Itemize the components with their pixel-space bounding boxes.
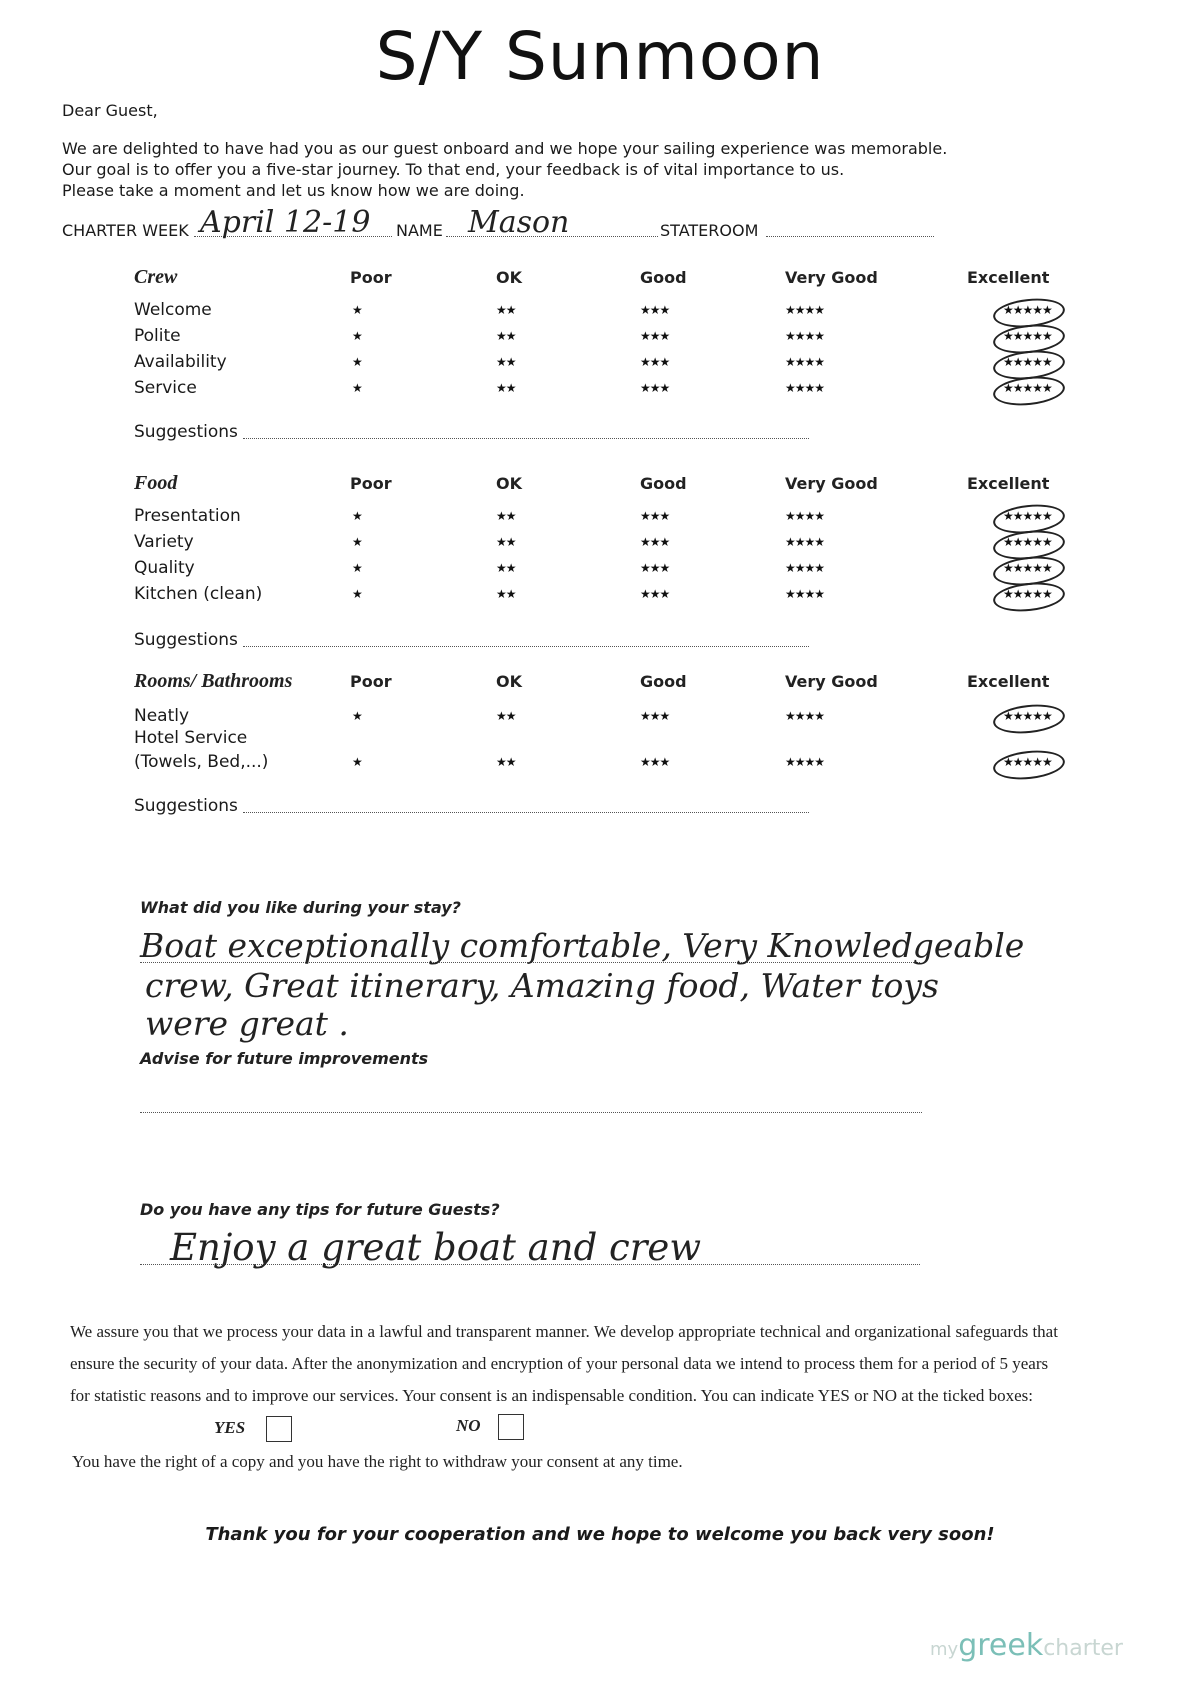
- selected-rating-circle: [992, 701, 1067, 736]
- rating-stars[interactable]: ★★: [496, 709, 516, 723]
- consent-line-2: ensure the security of your data. After the anonymization and encryption of your personal data we intend to process them for a period of 5 years: [70, 1354, 1049, 1373]
- rating-stars[interactable]: ★★: [496, 303, 516, 317]
- rating-row-label: Welcome: [134, 300, 212, 320]
- form-title: S/Y Sunmoon: [375, 18, 825, 95]
- liked-question: What did you like during your stay?: [140, 898, 461, 917]
- rating-stars[interactable]: ★★★★: [785, 329, 825, 343]
- rating-stars[interactable]: ★★★: [640, 755, 670, 769]
- consent-line-3: for statistic reasons and to improve our services. Your consent is an indispensable condition. You can indicate YES or NO at the ticked boxes:: [70, 1386, 1033, 1405]
- section-title: Crew: [134, 266, 178, 288]
- rating-row-label: Service: [134, 378, 197, 398]
- rating-stars[interactable]: ★★★★★: [1003, 509, 1052, 523]
- intro-line-2: Our goal is to offer you a five-star journey. To that end, your feedback is of vital importance to us.: [62, 160, 845, 179]
- rating-stars[interactable]: ★★★★★: [1003, 355, 1052, 369]
- rating-column-header: OK: [496, 474, 522, 493]
- section-title: Rooms/ Bathrooms: [134, 670, 293, 692]
- tips-question: Do you have any tips for future Guests?: [140, 1200, 500, 1219]
- intro-line-1: We are delighted to have had you as our guest onboard and we hope your sailing experience was memorable.: [62, 139, 948, 158]
- rating-row-label: Variety: [134, 532, 194, 552]
- consent-line-1: We assure you that we process your data in a lawful and transparent manner. We develop appropriate technical and organizational safeguards that: [70, 1322, 1058, 1341]
- rating-stars[interactable]: ★★★★★: [1003, 755, 1052, 769]
- rating-stars[interactable]: ★: [352, 755, 362, 769]
- rating-stars[interactable]: ★★: [496, 329, 516, 343]
- watermark-suffix: charter: [1043, 1636, 1123, 1661]
- watermark-prefix: my: [930, 1639, 959, 1660]
- rating-stars[interactable]: ★★★★: [785, 381, 825, 395]
- rating-column-header: Excellent: [967, 474, 1050, 493]
- section-title: Food: [134, 472, 178, 494]
- rating-stars[interactable]: ★★★: [640, 329, 670, 343]
- liked-answer-line-1[interactable]: Boat exceptionally comfortable, Very Knowledgeable: [140, 926, 1025, 965]
- selected-rating-circle: [992, 747, 1067, 782]
- rating-stars[interactable]: ★★: [496, 381, 516, 395]
- liked-answer-line-3[interactable]: were great .: [145, 1004, 349, 1043]
- rating-column-header: Good: [640, 672, 687, 691]
- rating-stars[interactable]: ★★: [496, 587, 516, 601]
- rating-stars[interactable]: ★★★★: [785, 709, 825, 723]
- suggestions-line[interactable]: [243, 646, 809, 647]
- rating-stars[interactable]: ★★★★★: [1003, 329, 1052, 343]
- rating-column-header: Poor: [350, 672, 392, 691]
- rating-row-label: Hotel Service: [134, 728, 248, 748]
- rating-row-label: Kitchen (clean): [134, 584, 263, 604]
- selected-rating-circle: [992, 373, 1067, 408]
- rating-stars[interactable]: ★★★★★: [1003, 561, 1052, 575]
- selected-rating-circle: [992, 579, 1067, 614]
- rating-stars[interactable]: ★★: [496, 561, 516, 575]
- rating-stars[interactable]: ★★★: [640, 709, 670, 723]
- suggestions-label: Suggestions: [134, 630, 238, 650]
- rating-stars[interactable]: ★★★★★: [1003, 303, 1052, 317]
- suggestions-label: Suggestions: [134, 796, 238, 816]
- no-label: NO: [456, 1416, 481, 1435]
- intro-line-3: Please take a moment and let us know how we are doing.: [62, 181, 525, 200]
- rating-column-header: Good: [640, 474, 687, 493]
- rating-column-header: Very Good: [785, 474, 878, 493]
- rating-stars[interactable]: ★★★★: [785, 755, 825, 769]
- rating-stars[interactable]: ★: [352, 709, 362, 723]
- rating-row-label: Availability: [134, 352, 227, 372]
- rating-stars[interactable]: ★★★★★: [1003, 709, 1052, 723]
- name-label: NAME: [396, 221, 443, 240]
- rights-text: You have the right of a copy and you have the right to withdraw your consent at any time.: [72, 1452, 683, 1471]
- rating-stars[interactable]: ★★★★: [785, 303, 825, 317]
- rating-stars[interactable]: ★: [352, 587, 362, 601]
- rating-stars[interactable]: ★: [352, 355, 362, 369]
- charter-week-label: CHARTER WEEK: [62, 221, 189, 240]
- rating-stars[interactable]: ★★★★: [785, 355, 825, 369]
- rating-stars[interactable]: ★★★: [640, 303, 670, 317]
- rating-stars[interactable]: ★★★: [640, 535, 670, 549]
- rating-stars[interactable]: ★★★: [640, 381, 670, 395]
- rating-column-header: Poor: [350, 268, 392, 287]
- rating-stars[interactable]: ★: [352, 303, 362, 317]
- rating-stars[interactable]: ★★: [496, 509, 516, 523]
- closing-text: Thank you for your cooperation and we hope to welcome you back very soon!: [205, 1524, 995, 1545]
- rating-row-label: Neatly: [134, 706, 190, 726]
- rating-column-header: Excellent: [967, 672, 1050, 691]
- tips-answer[interactable]: Enjoy a great boat and crew: [170, 1226, 701, 1269]
- yes-checkbox[interactable]: [266, 1416, 292, 1442]
- rating-stars[interactable]: ★★★★★: [1003, 535, 1052, 549]
- rating-row-label: Presentation: [134, 506, 241, 526]
- rating-row-label: Polite: [134, 326, 181, 346]
- watermark-logo: [930, 1628, 1123, 1663]
- suggestions-line[interactable]: [243, 812, 809, 813]
- rating-column-header: OK: [496, 672, 522, 691]
- rating-stars[interactable]: ★★★★: [785, 561, 825, 575]
- rating-stars[interactable]: ★★★★: [785, 535, 825, 549]
- rating-stars[interactable]: ★★★: [640, 561, 670, 575]
- rating-stars[interactable]: ★: [352, 381, 362, 395]
- rating-row-label: Quality: [134, 558, 195, 578]
- rating-stars[interactable]: ★★: [496, 755, 516, 769]
- improve-question: Advise for future improvements: [140, 1049, 429, 1068]
- rating-stars[interactable]: ★★★: [640, 355, 670, 369]
- watermark-brand: greek: [958, 1628, 1044, 1663]
- rating-stars[interactable]: ★★★★★: [1003, 587, 1052, 601]
- rating-column-header: Very Good: [785, 672, 878, 691]
- rating-stars[interactable]: ★★: [496, 535, 516, 549]
- rating-stars[interactable]: ★: [352, 535, 362, 549]
- rating-column-header: OK: [496, 268, 522, 287]
- rating-stars[interactable]: ★★: [496, 355, 516, 369]
- rating-stars[interactable]: ★: [352, 561, 362, 575]
- rating-column-header: Very Good: [785, 268, 878, 287]
- rating-column-header: Poor: [350, 474, 392, 493]
- rating-stars[interactable]: ★★★: [640, 509, 670, 523]
- rating-stars[interactable]: ★★★: [640, 587, 670, 601]
- no-checkbox[interactable]: [498, 1414, 524, 1440]
- liked-answer-line-2[interactable]: crew, Great itinerary, Amazing food, Water toys: [145, 966, 939, 1005]
- name-value[interactable]: Mason: [468, 205, 570, 240]
- suggestions-line[interactable]: [243, 438, 809, 439]
- rating-stars[interactable]: ★: [352, 509, 362, 523]
- greeting: Dear Guest,: [62, 101, 158, 120]
- charter-week-value[interactable]: April 12-19: [200, 205, 371, 240]
- rating-row-label: (Towels, Bed,...): [134, 752, 269, 772]
- yes-label: YES: [214, 1418, 246, 1437]
- stateroom-label: STATEROOM: [660, 221, 759, 240]
- rating-stars[interactable]: ★: [352, 329, 362, 343]
- rating-column-header: Good: [640, 268, 687, 287]
- suggestions-label: Suggestions: [134, 422, 238, 442]
- rating-stars[interactable]: ★★★★: [785, 587, 825, 601]
- rating-stars[interactable]: ★★★★: [785, 509, 825, 523]
- rating-column-header: Excellent: [967, 268, 1050, 287]
- rating-stars[interactable]: ★★★★★: [1003, 381, 1052, 395]
